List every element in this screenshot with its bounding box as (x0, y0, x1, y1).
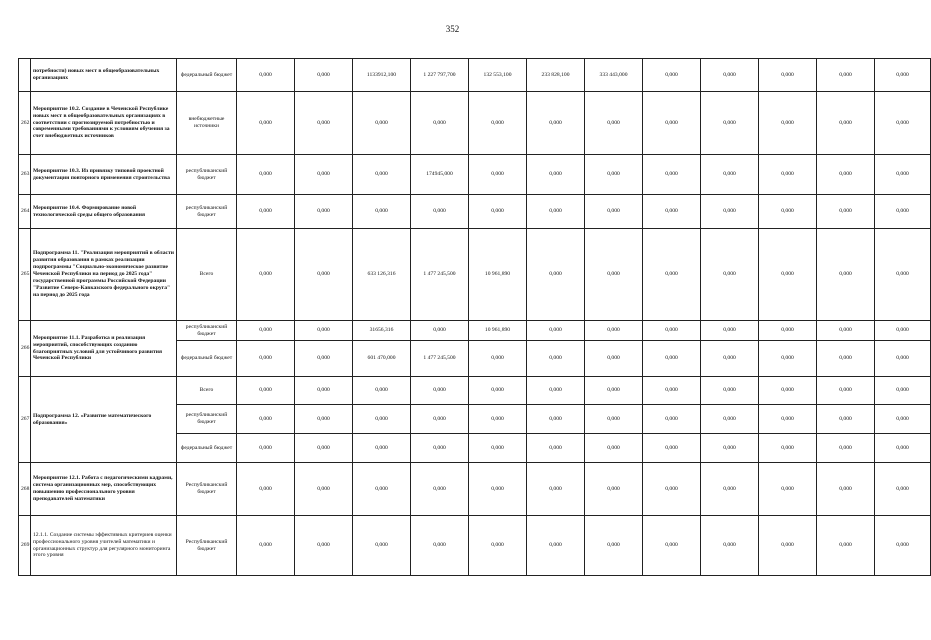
amount-cell: 0,000 (295, 155, 353, 195)
table-row (19, 463, 931, 516)
measure-name: 12.1.1. Создание системы эффективных критериев оценки профессионального уровня учителей математики и организационных структур для регулярного мониторинга этого уровня (31, 516, 177, 576)
amount-cell: 0,000 (875, 229, 931, 321)
amount-cell: 601 470,000 (353, 341, 411, 377)
amount-cell: 0,000 (411, 377, 469, 405)
amount-cell: 0,000 (237, 341, 295, 377)
funding-source: Всего (177, 229, 237, 321)
funding-source: федеральный бюджет (177, 434, 237, 463)
amount-cell: 0,000 (585, 229, 643, 321)
amount-cell: 0,000 (701, 59, 759, 92)
table-body (19, 59, 931, 576)
amount-cell: 0,000 (237, 195, 295, 229)
amount-cell: 0,000 (469, 463, 527, 516)
amount-cell: 0,000 (875, 377, 931, 405)
amount-cell: 0,000 (353, 92, 411, 155)
amount-cell: 0,000 (759, 59, 817, 92)
amount-cell: 0,000 (759, 321, 817, 341)
amount-cell: 0,000 (817, 321, 875, 341)
measure-name: Подпрограмма 11. "Реализация мероприятий в области развития образования в рамках реализации подпрограммы "Социально-экономическое развитие Чеченской Республики на период до 2025 года" государственной программы Российской Федерации "Развитие Северо-Кавказского федерального округа" на период до 2025 года (31, 229, 177, 321)
amount-cell: 0,000 (759, 155, 817, 195)
amount-cell: 0,000 (817, 92, 875, 155)
funding-source: федеральный бюджет (177, 341, 237, 377)
amount-cell: 0,000 (411, 321, 469, 341)
amount-cell: 633 126,316 (353, 229, 411, 321)
amount-cell: 0,000 (353, 377, 411, 405)
amount-cell: 233 828,100 (527, 59, 585, 92)
amount-cell: 0,000 (295, 463, 353, 516)
amount-cell: 0,000 (469, 516, 527, 576)
funding-source: республиканский бюджет (177, 405, 237, 434)
amount-cell: 0,000 (817, 405, 875, 434)
amount-cell: 0,000 (527, 229, 585, 321)
row-index: 264 (19, 195, 31, 229)
amount-cell: 0,000 (353, 463, 411, 516)
budget-table (18, 58, 931, 576)
page-number: 352 (445, 24, 460, 34)
amount-cell: 0,000 (817, 377, 875, 405)
amount-cell: 0,000 (643, 405, 701, 434)
amount-cell: 0,000 (817, 434, 875, 463)
table-row (19, 195, 931, 229)
amount-cell: 0,000 (411, 195, 469, 229)
amount-cell: 0,000 (759, 516, 817, 576)
amount-cell: 0,000 (701, 516, 759, 576)
amount-cell: 0,000 (817, 341, 875, 377)
amount-cell: 0,000 (817, 195, 875, 229)
amount-cell: 0,000 (875, 463, 931, 516)
amount-cell: 0,000 (295, 341, 353, 377)
amount-cell: 0,000 (643, 341, 701, 377)
amount-cell: 0,000 (469, 405, 527, 434)
funding-source: Всего (177, 377, 237, 405)
amount-cell: 0,000 (295, 434, 353, 463)
row-index: 267 (19, 377, 31, 463)
amount-cell: 0,000 (701, 463, 759, 516)
amount-cell: 0,000 (643, 155, 701, 195)
funding-source: республиканский бюджет (177, 195, 237, 229)
amount-cell: 0,000 (469, 195, 527, 229)
amount-cell: 0,000 (875, 516, 931, 576)
measure-name: Мероприятие 11.1. Разработка и реализация мероприятий, способствующих созданию благоприятных условий для устойчивого развития Чеченской Республики (31, 321, 177, 377)
funding-source: Республиканский бюджет (177, 516, 237, 576)
amount-cell: 0,000 (759, 341, 817, 377)
amount-cell: 0,000 (469, 92, 527, 155)
row-index: 268 (19, 463, 31, 516)
amount-cell: 0,000 (411, 92, 469, 155)
amount-cell: 0,000 (759, 405, 817, 434)
amount-cell: 0,000 (875, 92, 931, 155)
row-index: 262 (19, 92, 31, 155)
measure-name: Подпрограмма 12. «Развитие математического образования» (31, 377, 177, 463)
funding-source: республиканский бюджет (177, 321, 237, 341)
amount-cell: 0,000 (875, 59, 931, 92)
funding-source: внебюджетные источники (177, 92, 237, 155)
amount-cell: 0,000 (585, 463, 643, 516)
amount-cell: 1 227 797,700 (411, 59, 469, 92)
amount-cell: 0,000 (817, 516, 875, 576)
amount-cell: 0,000 (295, 321, 353, 341)
amount-cell: 0,000 (759, 377, 817, 405)
amount-cell: 0,000 (817, 463, 875, 516)
amount-cell: 0,000 (527, 377, 585, 405)
amount-cell: 0,000 (295, 195, 353, 229)
amount-cell: 0,000 (237, 155, 295, 195)
funding-source: федеральный бюджет (177, 59, 237, 92)
table-row (19, 59, 931, 92)
amount-cell: 0,000 (643, 377, 701, 405)
amount-cell: 0,000 (295, 59, 353, 92)
amount-cell: 0,000 (875, 434, 931, 463)
amount-cell: 10 961,890 (469, 229, 527, 321)
table-row (19, 516, 931, 576)
amount-cell: 0,000 (527, 92, 585, 155)
amount-cell: 0,000 (701, 92, 759, 155)
amount-cell: 0,000 (643, 321, 701, 341)
amount-cell: 0,000 (759, 92, 817, 155)
amount-cell: 0,000 (875, 195, 931, 229)
measure-name: Мероприятие 12.1. Работа с педагогическими кадрами, система организационных мер, способствующих повышению профессионального уровня преподавателей математики (31, 463, 177, 516)
amount-cell: 0,000 (295, 92, 353, 155)
amount-cell: 0,000 (643, 463, 701, 516)
amount-cell: 0,000 (295, 377, 353, 405)
amount-cell: 0,000 (817, 229, 875, 321)
amount-cell: 174945,000 (411, 155, 469, 195)
amount-cell: 0,000 (411, 405, 469, 434)
amount-cell: 0,000 (643, 434, 701, 463)
amount-cell: 0,000 (527, 434, 585, 463)
amount-cell: 1133912,100 (353, 59, 411, 92)
amount-cell: 0,000 (527, 195, 585, 229)
amount-cell: 0,000 (585, 321, 643, 341)
amount-cell: 0,000 (585, 195, 643, 229)
amount-cell: 333 443,000 (585, 59, 643, 92)
amount-cell: 0,000 (237, 59, 295, 92)
amount-cell: 0,000 (759, 229, 817, 321)
amount-cell: 0,000 (411, 434, 469, 463)
amount-cell: 0,000 (585, 516, 643, 576)
amount-cell: 132 553,100 (469, 59, 527, 92)
amount-cell: 0,000 (527, 405, 585, 434)
amount-cell: 0,000 (817, 155, 875, 195)
amount-cell: 0,000 (701, 341, 759, 377)
amount-cell: 0,000 (469, 341, 527, 377)
row-index (19, 59, 31, 92)
amount-cell: 0,000 (469, 377, 527, 405)
amount-cell: 0,000 (643, 59, 701, 92)
row-index: 266 (19, 321, 31, 377)
row-index: 269 (19, 516, 31, 576)
amount-cell: 0,000 (643, 195, 701, 229)
amount-cell: 0,000 (237, 321, 295, 341)
amount-cell: 0,000 (585, 341, 643, 377)
amount-cell: 0,000 (237, 377, 295, 405)
amount-cell: 0,000 (527, 516, 585, 576)
amount-cell: 0,000 (701, 377, 759, 405)
amount-cell: 0,000 (585, 155, 643, 195)
funding-source: Республиканский бюджет (177, 463, 237, 516)
amount-cell: 0,000 (817, 59, 875, 92)
amount-cell: 0,000 (643, 92, 701, 155)
measure-name: Мероприятие 10.2. Создание в Чеченской Республике новых мест в общеобразовательных организациях в соответствии с прогнозируемой потребностью и современными требованиями к условиям обучения за счет внебюджетных источников (31, 92, 177, 155)
amount-cell: 1 477 245,500 (411, 229, 469, 321)
amount-cell: 0,000 (469, 434, 527, 463)
amount-cell: 0,000 (875, 321, 931, 341)
amount-cell: 0,000 (585, 434, 643, 463)
amount-cell: 0,000 (701, 195, 759, 229)
amount-cell: 0,000 (353, 405, 411, 434)
amount-cell: 0,000 (701, 155, 759, 195)
amount-cell: 0,000 (701, 229, 759, 321)
amount-cell: 1 477 245,500 (411, 341, 469, 377)
amount-cell: 0,000 (527, 341, 585, 377)
amount-cell: 0,000 (759, 434, 817, 463)
amount-cell: 0,000 (353, 195, 411, 229)
amount-cell: 0,000 (295, 405, 353, 434)
amount-cell: 0,000 (237, 92, 295, 155)
amount-cell: 0,000 (237, 463, 295, 516)
amount-cell: 0,000 (759, 195, 817, 229)
amount-cell: 0,000 (875, 341, 931, 377)
amount-cell: 0,000 (701, 405, 759, 434)
table-row (19, 377, 931, 405)
table-row (19, 229, 931, 321)
amount-cell: 0,000 (295, 229, 353, 321)
amount-cell: 0,000 (237, 434, 295, 463)
amount-cell: 0,000 (875, 405, 931, 434)
table-row (19, 321, 931, 341)
measure-name: Мероприятие 10.4. Формирование новой технологической среды общего образования (31, 195, 177, 229)
row-index: 265 (19, 229, 31, 321)
amount-cell: 0,000 (411, 516, 469, 576)
funding-source: республиканский бюджет (177, 155, 237, 195)
amount-cell: 0,000 (585, 377, 643, 405)
amount-cell: 0,000 (353, 155, 411, 195)
amount-cell: 0,000 (701, 321, 759, 341)
amount-cell: 0,000 (237, 405, 295, 434)
amount-cell: 0,000 (875, 155, 931, 195)
amount-cell: 0,000 (237, 516, 295, 576)
amount-cell: 0,000 (295, 516, 353, 576)
measure-name: Мероприятие 10.3. Из привязку типовой проектной документации повторного применения строительства (31, 155, 177, 195)
amount-cell: 0,000 (643, 516, 701, 576)
amount-cell: 0,000 (527, 321, 585, 341)
amount-cell: 0,000 (701, 434, 759, 463)
amount-cell: 0,000 (643, 229, 701, 321)
amount-cell: 0,000 (411, 463, 469, 516)
amount-cell: 31656,316 (353, 321, 411, 341)
amount-cell: 0,000 (469, 155, 527, 195)
amount-cell: 0,000 (353, 516, 411, 576)
amount-cell: 0,000 (527, 155, 585, 195)
amount-cell: 10 961,890 (469, 321, 527, 341)
amount-cell: 0,000 (585, 92, 643, 155)
table-row (19, 92, 931, 155)
amount-cell: 0,000 (237, 229, 295, 321)
table-row (19, 155, 931, 195)
amount-cell: 0,000 (353, 434, 411, 463)
amount-cell: 0,000 (585, 405, 643, 434)
measure-name: потребности) новых мест в общеобразовательных организациях (31, 59, 177, 92)
amount-cell: 0,000 (759, 463, 817, 516)
row-index: 263 (19, 155, 31, 195)
amount-cell: 0,000 (527, 463, 585, 516)
